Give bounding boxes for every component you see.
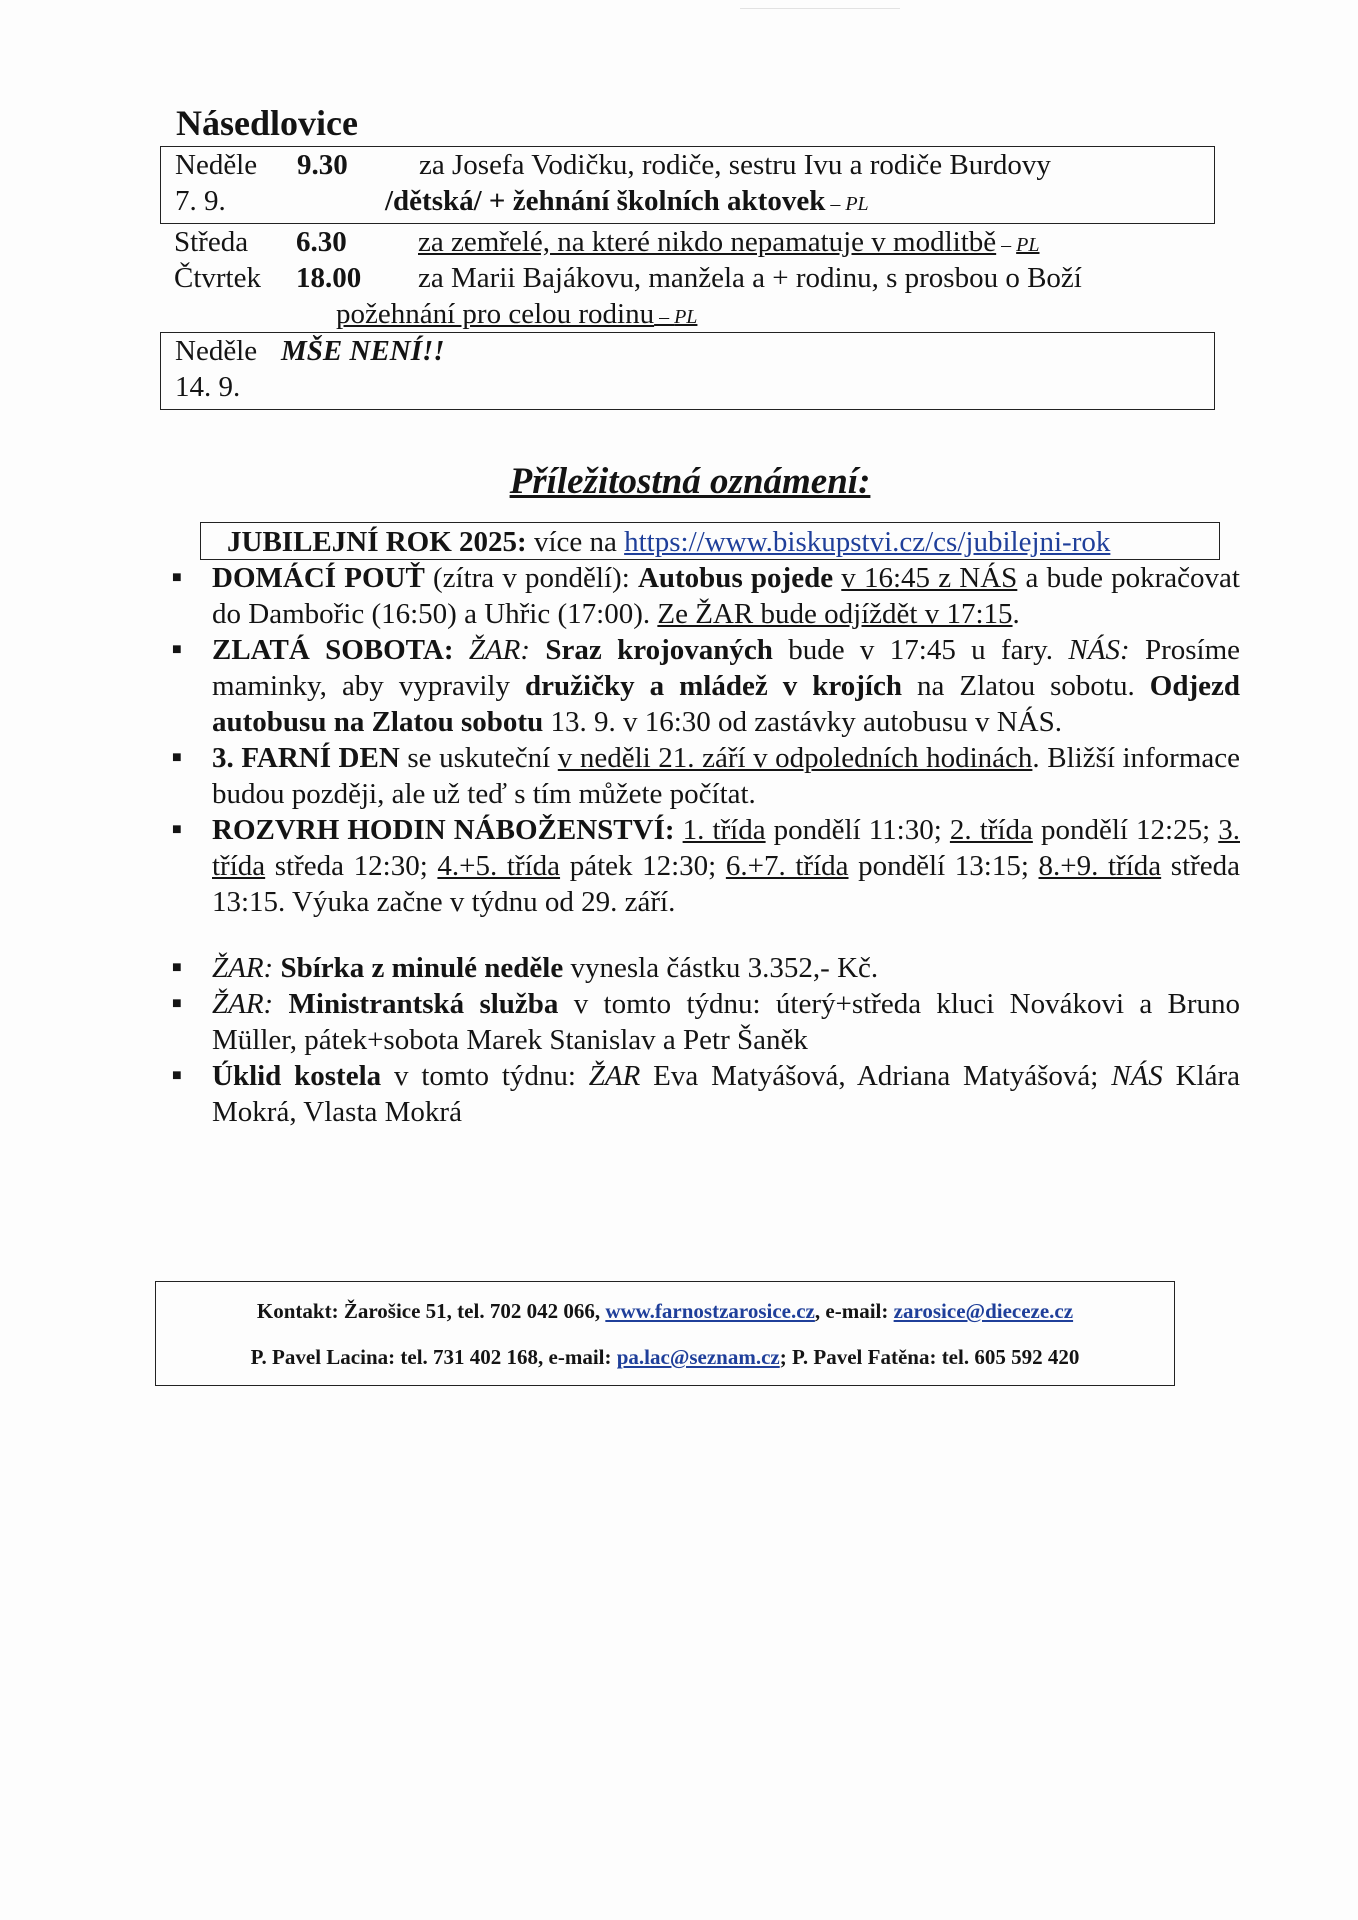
bullet-icon: ■ bbox=[172, 959, 182, 976]
jubilee-box: JUBILEJNÍ ROK 2025: více na https://www.biskupstvi.cz/cs/jubilejni-rok bbox=[200, 522, 1220, 560]
announcements-list bbox=[160, 560, 1241, 1130]
list-gap bbox=[160, 920, 1240, 950]
mass-intention: za Marii Bajákovu, manžela a + rodinu, s prosbou o Boží bbox=[418, 262, 1082, 294]
mass-date: 7. 9. bbox=[175, 185, 226, 217]
mass-time: 9.30 bbox=[297, 149, 348, 181]
no-mass-note: MŠE NENÍ!! bbox=[281, 335, 445, 367]
mass-intention-cont: požehnání pro celou rodinu – PL bbox=[336, 298, 698, 330]
list-item: ■ ŽAR: Ministrantská služba v tomto týdnu: úterý+středa kluci Novákovi a Bruno Müller, pátek+sobota Marek Stanislav a Petr Šaněk bbox=[172, 988, 1240, 1056]
list-item: ■ Úklid kostela v tomto týdnu: ŽAR Eva Matyášová, Adriana Matyášová; NÁS Klára Mokrá, Vlasta Mokrá bbox=[172, 1060, 1240, 1128]
place-heading: Násedlovice bbox=[176, 103, 358, 143]
bullet-icon: ■ bbox=[172, 641, 182, 658]
bulletin-page bbox=[160, 100, 1241, 1130]
contact-box bbox=[155, 1281, 1175, 1386]
mass-row bbox=[160, 260, 1220, 296]
priest-email-link[interactable]: pa.lac@seznam.cz bbox=[616, 1345, 780, 1369]
mass-date: 14. 9. bbox=[175, 371, 241, 403]
mass-day: Čtvrtek bbox=[174, 262, 261, 294]
mass-day: Neděle bbox=[175, 149, 258, 181]
bullet-icon: ■ bbox=[172, 821, 182, 838]
announcements-title: Příležitostná oznámení: bbox=[509, 461, 871, 502]
bullet-icon: ■ bbox=[172, 749, 182, 766]
scan-artifact bbox=[740, 8, 900, 9]
bullet-icon: ■ bbox=[172, 1067, 182, 1084]
mass-intention: za zemřelé, na které nikdo nepamatuje v modlitbě – PL bbox=[418, 226, 1040, 258]
mass-time: 6.30 bbox=[296, 226, 347, 258]
sunday-mass-box bbox=[160, 146, 1215, 224]
bullet-icon: ■ bbox=[172, 995, 182, 1012]
mass-row bbox=[161, 183, 1214, 219]
mass-intention: za Josefa Vodičku, rodiče, sestru Ivu a rodiče Burdovy bbox=[419, 149, 1051, 181]
jubilee-link[interactable]: https://www.biskupstvi.cz/cs/jubilejni-rok bbox=[624, 526, 1111, 558]
mass-time: 18.00 bbox=[296, 262, 362, 294]
list-item: ■ ŽAR: Sbírka z minulé neděle vynesla částku 3.352,- Kč. bbox=[172, 952, 879, 984]
list-item: ■ ZLATÁ SOBOTA: ŽAR: Sraz krojovaných bude v 17:45 u fary. NÁS: Prosíme maminky, aby vypravily družičky a mládež v krojích na Zlatou sobotu. Odjezd autobusu na Zlatou sobotu 13. 9. v 16:30 od zastávky autobusu v NÁS. bbox=[172, 634, 1241, 738]
mass-row bbox=[161, 369, 1214, 405]
contact-line-2: P. Pavel Lacina: tel. 731 402 168, e-mail: pa.lac@seznam.cz; P. Pavel Fatěna: tel. 605 592 420 bbox=[250, 1345, 1080, 1369]
contact-line-1: Kontakt: Žarošice 51, tel. 702 042 066, www.farnostzarosice.cz, e-mail: zarosice@dieceze.cz bbox=[256, 1299, 1074, 1323]
bullet-icon: ■ bbox=[172, 569, 182, 586]
no-mass-box bbox=[160, 332, 1215, 410]
mass-day: Neděle bbox=[175, 335, 258, 367]
email-link[interactable]: zarosice@dieceze.cz bbox=[893, 1299, 1074, 1323]
mass-row bbox=[160, 224, 1220, 260]
mass-row bbox=[161, 333, 1214, 369]
website-link[interactable]: www.farnostzarosice.cz bbox=[605, 1299, 815, 1323]
list-item: ■ ROZVRH HODIN NÁBOŽENSTVÍ: 1. třída pondělí 11:30; 2. třída pondělí 12:25; 3. třída středa 12:30; 4.+5. třída pátek 12:30; 6.+7. třída pondělí 13:15; 8.+9. třída středa 13:15. Výuka začne v týdnu od 29. září. bbox=[172, 814, 1241, 918]
mass-row bbox=[161, 147, 1214, 183]
mass-day: Středa bbox=[174, 226, 249, 258]
list-item: ■ 3. FARNÍ DEN se uskuteční v neděli 21. září v odpoledních hodinách. Bližší informace budou později, ale už teď s tím můžete počítat. bbox=[172, 742, 1240, 810]
list-item: ■ DOMÁCÍ POUŤ (zítra v pondělí): Autobus pojede v 16:45 z NÁS a bude pokračovat do Dambořic (16:50) a Uhřic (17:00). Ze ŽAR bude odjíždět v 17:15. bbox=[172, 562, 1240, 630]
mass-note: /dětská/ + žehnání školních aktovek – PL bbox=[385, 185, 869, 217]
mass-row bbox=[160, 296, 1220, 332]
